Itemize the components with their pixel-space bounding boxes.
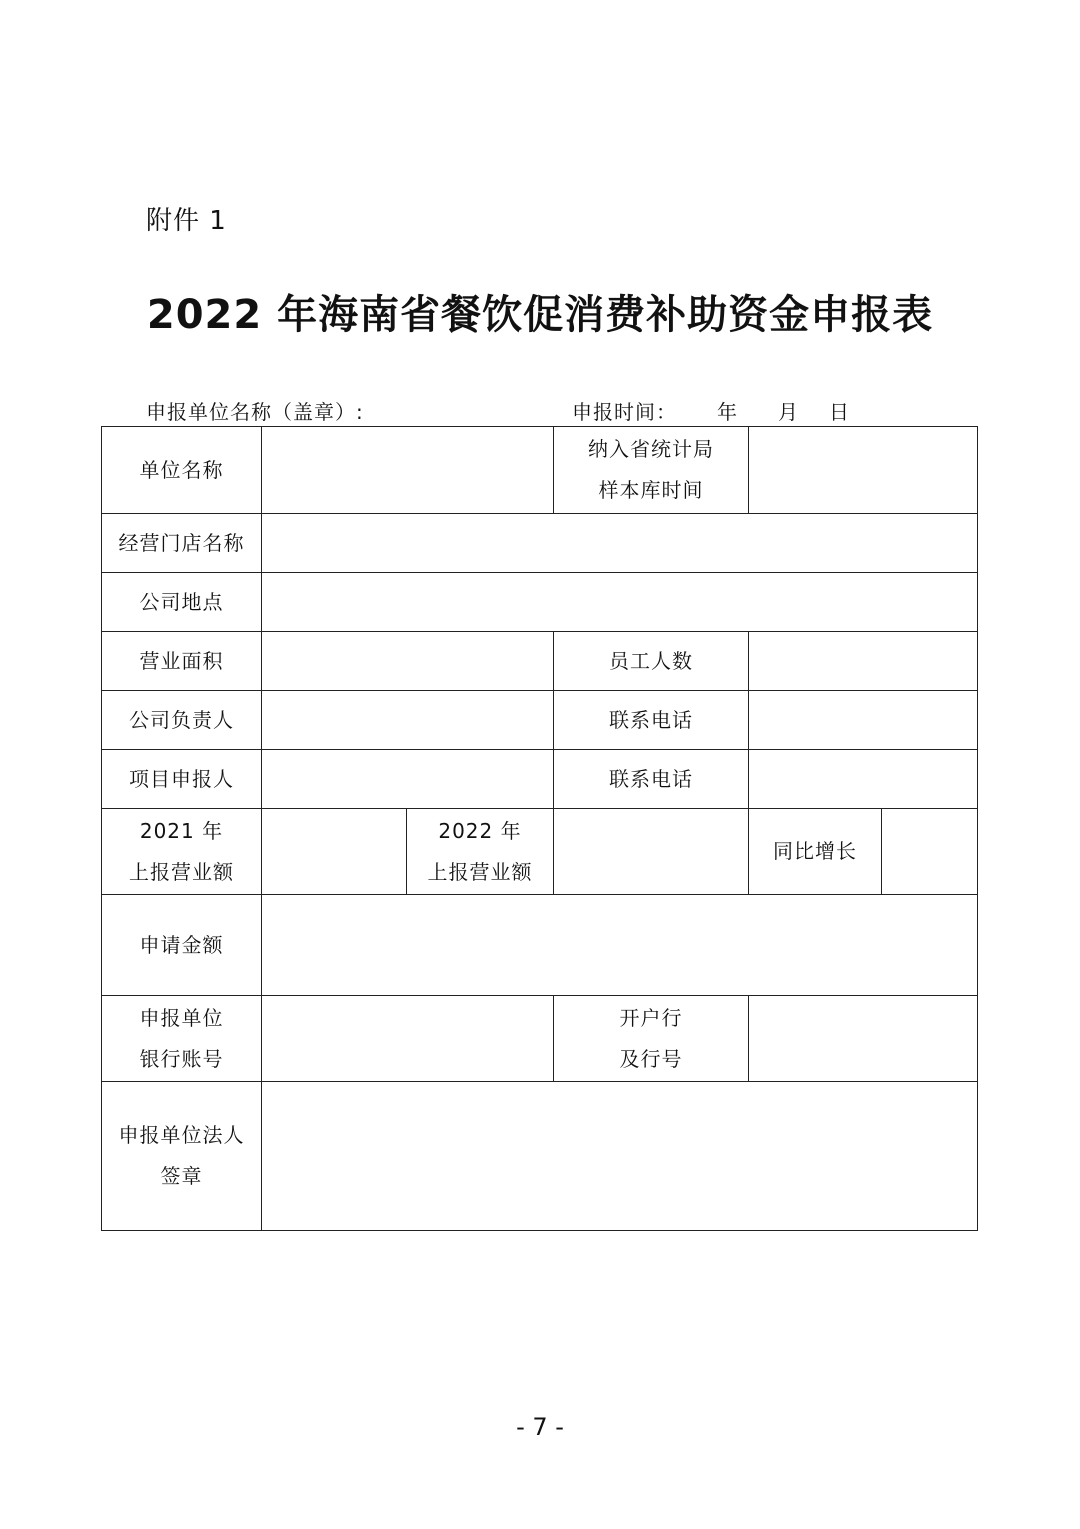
label-employee-count: 员工人数: [553, 631, 749, 691]
page-number: - 7 -: [516, 1413, 564, 1441]
label-store-name: 经营门店名称: [101, 513, 262, 573]
field-legal-signature[interactable]: [261, 1081, 978, 1231]
year-label: 年: [717, 400, 738, 424]
label-business-area: 营业面积: [101, 631, 262, 691]
field-amount-requested[interactable]: [261, 894, 978, 996]
field-project-applicant[interactable]: [261, 749, 554, 809]
field-yoy-growth[interactable]: [881, 808, 978, 895]
field-company-head[interactable]: [261, 690, 554, 750]
field-sample-library-time[interactable]: [748, 426, 978, 514]
attachment-label: 附件 1: [146, 206, 227, 236]
label-bank-account: 申报单位 银行账号: [101, 995, 262, 1082]
date-label: 申报时间：: [572, 400, 677, 424]
field-store-name[interactable]: [261, 513, 978, 573]
field-bank-branch[interactable]: [748, 995, 978, 1082]
field-contact-phone-head[interactable]: [748, 690, 978, 750]
label-revenue-2021: 2021 年 上报营业额: [101, 808, 262, 895]
label-legal-signature: 申报单位法人 签章: [101, 1081, 262, 1231]
day-label: 日: [829, 400, 850, 424]
application-form-table: [101, 426, 978, 1231]
field-employee-count[interactable]: [748, 631, 978, 691]
label-unit-name: 单位名称: [101, 426, 262, 514]
label-contact-phone-head: 联系电话: [553, 690, 749, 750]
label-revenue-2022: 2022 年 上报营业额: [406, 808, 554, 895]
label-bank-branch: 开户行 及行号: [553, 995, 749, 1082]
label-amount-requested: 申请金额: [101, 894, 262, 996]
applicant-unit-label: 申报单位名称（盖章）:: [146, 400, 364, 424]
application-date: [572, 396, 850, 425]
field-company-address[interactable]: [261, 572, 978, 632]
label-yoy-growth: 同比增长: [748, 808, 882, 895]
field-revenue-2021[interactable]: [261, 808, 407, 895]
field-bank-account[interactable]: [261, 995, 554, 1082]
field-business-area[interactable]: [261, 631, 554, 691]
month-label: 月: [778, 400, 799, 424]
label-sample-library-time: 纳入省统计局 样本库时间: [553, 426, 749, 514]
label-project-applicant: 项目申报人: [101, 749, 262, 809]
field-contact-phone-applicant[interactable]: [748, 749, 978, 809]
field-unit-name[interactable]: [261, 426, 554, 514]
label-company-address: 公司地点: [101, 572, 262, 632]
field-revenue-2022[interactable]: [553, 808, 749, 895]
label-company-head: 公司负责人: [101, 690, 262, 750]
label-contact-phone-applicant: 联系电话: [553, 749, 749, 809]
page-title: 2022 年海南省餐饮促消费补助资金申报表: [146, 292, 934, 338]
